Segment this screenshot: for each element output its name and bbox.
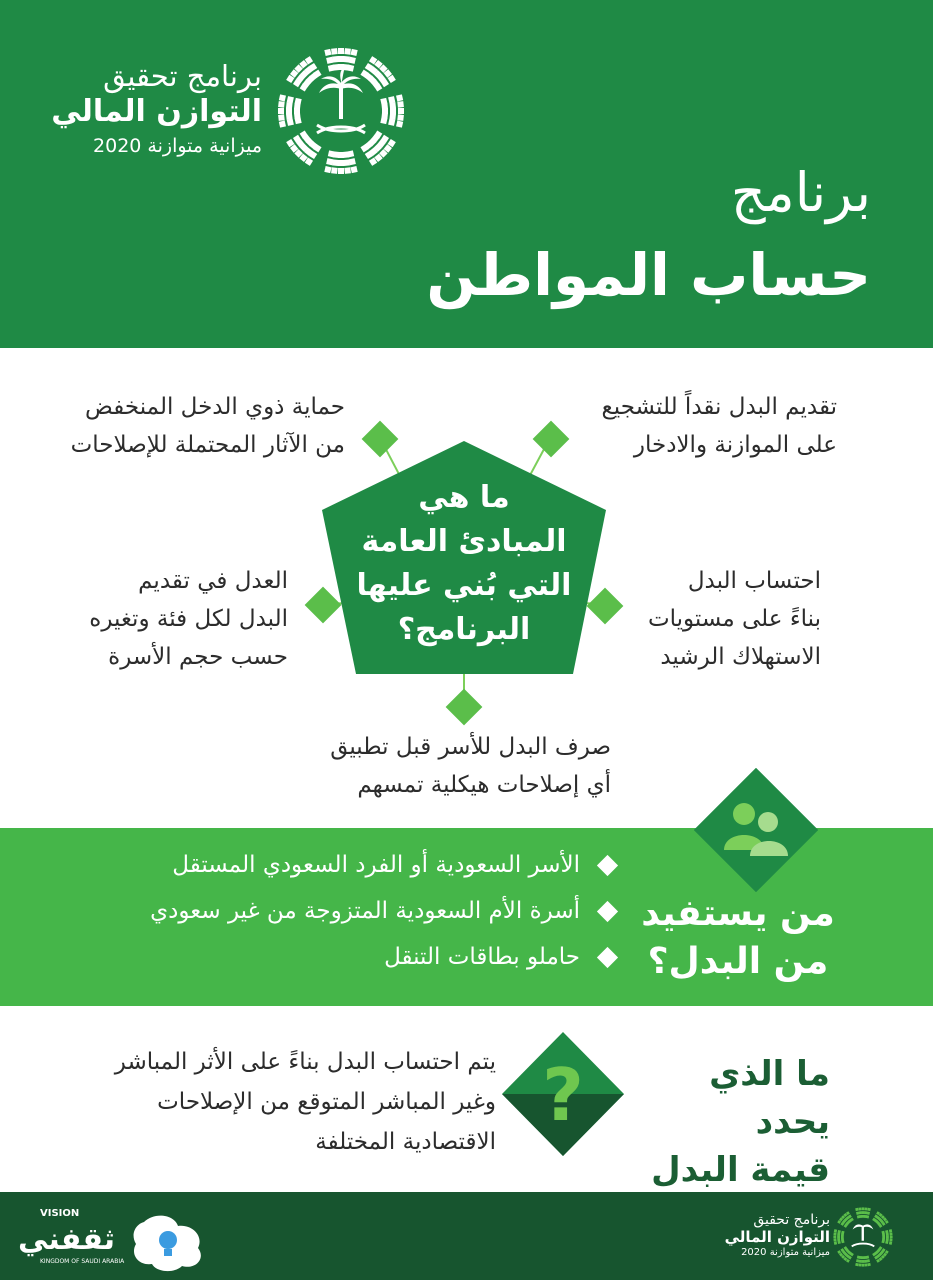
footer-logo-line-3: ميزانية متوازنة 2020 <box>741 1247 830 1258</box>
determination-text <box>60 1042 496 1162</box>
title-line: قيمة البدل <box>651 1150 830 1190</box>
principle-rational-consumption <box>648 562 821 676</box>
title-line: من يستفيد <box>641 893 835 934</box>
program-logo-text <box>40 58 262 162</box>
list-item <box>150 888 615 934</box>
principle-diamond-mid-left <box>305 587 342 624</box>
kingdom-label: KINGDOM OF SAUDI ARABIA <box>40 1258 125 1265</box>
determination-line: الاقتصادية المختلفة <box>315 1129 496 1155</box>
principle-line: أي إصلاحات هيكلية تمسهم <box>357 772 611 798</box>
principle-fairness <box>89 562 288 676</box>
beneficiary-text: حاملو بطاقات التنقل <box>384 944 580 970</box>
beneficiaries-title <box>632 890 844 986</box>
bullet-diamond-icon <box>597 946 618 967</box>
title-line: ما الذي يحدد <box>709 1054 830 1142</box>
vision-label: VISION <box>40 1208 80 1219</box>
determination-title <box>630 1050 830 1194</box>
beneficiary-text: الأسر السعودية أو الفرد السعودي المستقل <box>172 852 580 878</box>
program-emblem-icon <box>275 45 407 177</box>
center-line: التي بُني عليها <box>356 568 572 603</box>
logo-line-1: برنامج تحقيق <box>103 59 262 93</box>
list-item <box>150 842 615 888</box>
determination-line: يتم احتساب البدل بناءً على الأثر المباشر <box>114 1049 496 1075</box>
determination-line: وغير المباشر المتوقع من الإصلاحات <box>157 1089 496 1115</box>
principle-line: العدل في تقديم <box>138 568 288 594</box>
principle-line: حسب حجم الأسرة <box>108 644 288 670</box>
center-line: المبادئ العامة <box>361 524 567 559</box>
bullet-diamond-icon <box>597 854 618 875</box>
question-mark-icon <box>498 1028 628 1160</box>
footer-logo-line-1: برنامج تحقيق <box>753 1212 830 1228</box>
principle-line: الاستهلاك الرشيد <box>660 644 821 670</box>
principle-line: من الآثار المحتملة للإصلاحات <box>70 432 345 458</box>
svg-text:?: ? <box>542 1053 584 1137</box>
header-title-line-2: حساب المواطن <box>426 241 871 309</box>
beneficiaries-list <box>150 842 615 980</box>
principle-line: احتساب البدل <box>687 568 821 594</box>
principle-cash-savings <box>602 388 837 464</box>
principle-diamond-bottom <box>446 689 483 726</box>
logo-line-2: التوازن المالي <box>51 94 262 129</box>
principle-line: البدل لكل فئة وتغيره <box>89 606 288 632</box>
principle-diamond-top-left <box>362 421 399 458</box>
header-title-line-1: برنامج <box>730 161 871 224</box>
footer-logo-line-2: التوازن المالي <box>724 1228 830 1246</box>
center-line: البرنامج؟ <box>397 612 531 647</box>
footer-emblem-icon <box>832 1206 894 1268</box>
people-icon <box>694 768 818 892</box>
principles-center-question <box>345 476 583 652</box>
center-line: ما هي <box>418 480 510 515</box>
principle-line: تقديم البدل نقداً للتشجيع <box>601 394 837 420</box>
footer-logo-text <box>720 1212 830 1260</box>
principle-line: صرف البدل للأسر قبل تطبيق <box>330 734 611 760</box>
logo-line-3: ميزانية متوازنة 2020 <box>93 135 262 157</box>
title-line: من البدل؟ <box>647 941 829 982</box>
principle-diamond-mid-right <box>587 588 624 625</box>
principle-protect-low-income <box>71 388 345 464</box>
beneficiary-text: أسرة الأم السعودية المتزوجة من غير سعودي <box>150 898 580 924</box>
watermark-text: ثقفني <box>18 1222 116 1257</box>
list-item <box>150 934 615 980</box>
principle-line: بناءً على مستويات <box>647 606 821 632</box>
principle-diamond-top-right <box>533 421 570 458</box>
bullet-diamond-icon <box>597 900 618 921</box>
principle-pay-before-reforms <box>330 728 611 804</box>
principle-line: حماية ذوي الدخل المنخفض <box>85 394 345 420</box>
principle-line: على الموازنة والادخار <box>633 432 837 458</box>
